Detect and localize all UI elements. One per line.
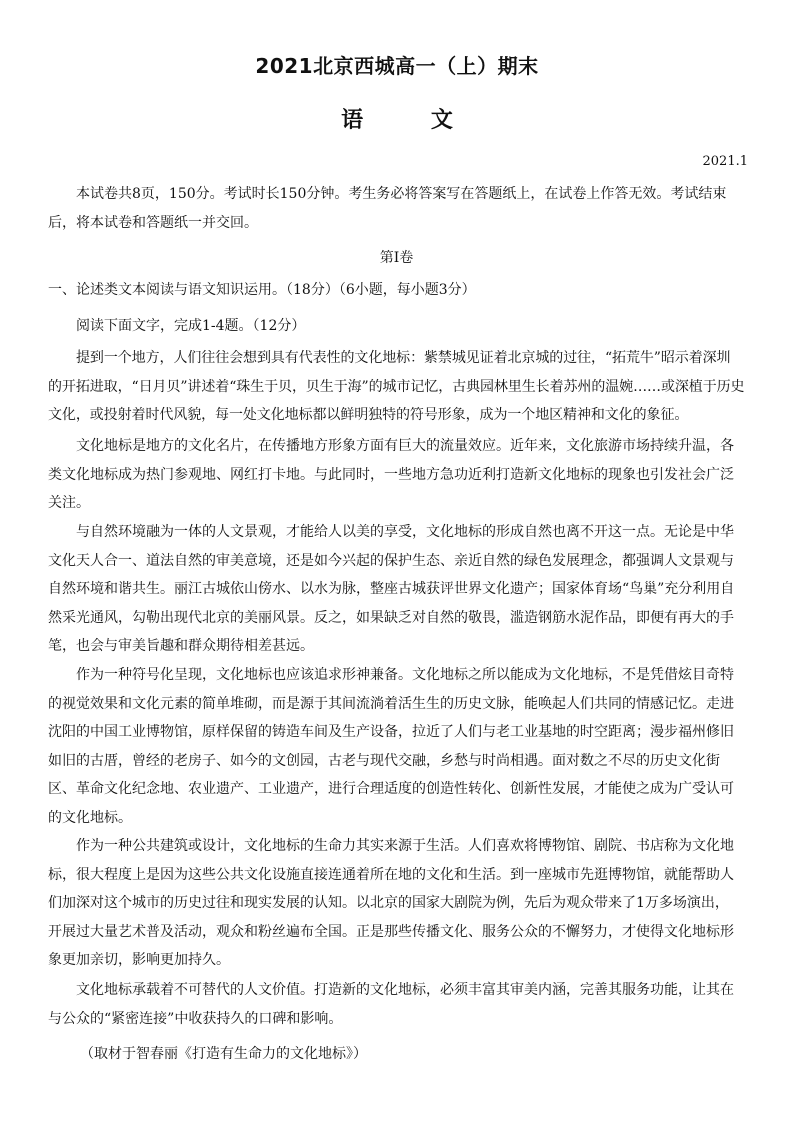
paragraph-line: 自然环境和谐共生。丽江古城依山傍水、以水为脉，整座古城获评世界文化遗产；国家体育场“鸟巢”充分利用自 <box>48 581 735 597</box>
paragraph-line: 如旧的古厝，曾经的老房子、如今的文创园，古老与现代交融，乡愁与时尚相遇。面对数之不尽的历史文化街 <box>48 752 720 769</box>
paragraph-4 <box>48 661 745 832</box>
paragraph-line: 关注。 <box>48 495 90 511</box>
paragraph-6 <box>48 976 745 1033</box>
paragraph-2 <box>48 432 745 518</box>
paragraph-line: 笔，也会与审美旨趣和群众期待相差甚远。 <box>48 638 314 654</box>
paragraph-line: 作为一种公共建筑或设计，文化地标的生命力其实来源于生活。人们喜欢将博物馆、剧院、书店称为文化地 <box>76 838 734 854</box>
paragraph-line: 的视觉效果和文化元素的简单堆砌，而是源于其间流淌着活生生的历史文脉，能唤起人们共同的情感记忆。走进 <box>48 695 734 712</box>
instructions <box>48 180 745 237</box>
paragraph-line: 区、革命文化纪念地、农业遗产、工业遗产，进行合理适度的创造性转化、创新性发展，才能使之成为广受认可 <box>48 781 734 797</box>
paragraph-line: 然采光通风，勾勒出现代北京的美丽风景。反之，如果缺乏对自然的敬畏，滥造钢筋水泥作品，即便有再大的手 <box>48 609 734 626</box>
paragraph-line: 的文化地标。 <box>48 809 132 826</box>
exam-date: 2021.1 <box>702 154 748 169</box>
paragraph-line: 文化地标承载着不可替代的人文价值。打造新的文化地标，必须丰富其审美内涵，完善其服务功能，让其在 <box>76 982 734 998</box>
subject-title: 语 文 <box>341 108 483 133</box>
paragraph-1 <box>48 344 745 430</box>
reading-prompt: 阅读下面文字，完成1-4题。（12分） <box>76 318 306 334</box>
paragraph-line: 类文化地标成为热门参观地、网红打卡地。与此同时，一些地方急功近利打造新文化地标的现象也引发社会广泛 <box>48 466 734 483</box>
paragraph-line: 的开拓进取，“日月贝”讲述着“珠生于贝，贝生于海”的城市记忆，古典园林里生长着苏州的温婉……或深植于历史 <box>48 378 745 395</box>
paragraph-line: 与自然环境融为一体的人文景观，才能给人以美的享受，文化地标的形成自然也离不开这一点。无论是中华 <box>76 524 734 540</box>
paragraph-line: 提到一个地方，人们往往会想到具有代表性的文化地标：紫禁城见证着北京城的过往，“拓荒牛”昭示着深圳 <box>76 350 731 366</box>
instructions-line: 后，将本试卷和答题纸一并交回。 <box>48 214 258 231</box>
paragraph-line: 们加深对这个城市的历史过往和现实发展的认知。以北京的国家大剧院为例，先后为观众带来了1万多场演出， <box>48 895 729 911</box>
paragraph-line: 作为一种符号化呈现，文化地标也应该追求形神兼备。文化地标之所以能成为文化地标，不是凭借炫目奇特 <box>76 667 734 683</box>
paragraph-5 <box>48 832 745 975</box>
paragraph-line: 沈阳的中国工业博物馆，原样保留的铸造车间及生产设备，拉近了人们与老工业基地的时空距离；漫步福州修旧 <box>48 724 734 740</box>
paragraph-line: 开展过大量艺术普及活动，观众和粉丝遍布全国。正是那些传播文化、服务公众的不懈努力，才使得文化地标形 <box>48 923 734 940</box>
paragraph-line: 文化，或投射着时代风貌，每一处文化地标都以鲜明独特的符号形象，成为一个地区精神和文化的象征。 <box>48 407 689 423</box>
paragraph-line: 象更加亲切，影响更加持久。 <box>48 952 230 968</box>
paragraph-3 <box>48 518 745 661</box>
paragraph-line: 文化天人合一、道法自然的审美意境，还是如今兴起的保护生态、亲近自然的绿色发展理念，都强调人文景观与 <box>48 552 734 569</box>
paragraph-line: 文化地标是地方的文化名片，在传播地方形象方面有巨大的流量效应。近年来，文化旅游市场持续升温，各 <box>76 438 734 454</box>
paragraph-line: 标，很大程度上是因为这些公共文化设施直接连通着所在地的文化和生活。到一座城市先逛博物馆，就能帮助人 <box>48 866 734 883</box>
instructions-line: 本试卷共8页，150分。考试时长150分钟。考生务必将答案写在答题纸上，在试卷上作答无效。考试结束 <box>76 186 727 202</box>
source-citation: （取材于智春丽《打造有生命力的文化地标》） <box>80 1046 367 1062</box>
volume-label: 第I卷 <box>379 250 414 266</box>
section-heading: 一、论述类文本阅读与语文知识运用。（18分）（6小题，每小题3分） <box>48 282 476 298</box>
paragraph-line: 与公众的“紧密连接”中收获持久的口碑和影响。 <box>48 1010 343 1027</box>
exam-title: 2021北京西城高一（上）期末 <box>255 54 539 78</box>
